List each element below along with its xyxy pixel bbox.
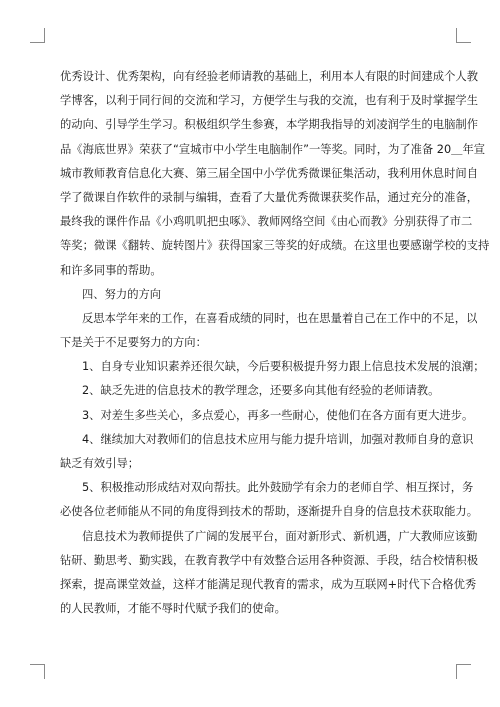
text-line: 优秀设计、优秀架构，向有经验老师请教的基础上，利用本人有限的时间建成个人教 — [60, 70, 478, 83]
text-line: 最终我的课件作品《小鸡叽叽把虫啄》、教师网络空间《由心而教》分别获得了市二 — [60, 215, 473, 229]
text-line: 和许多同事的帮助。 — [60, 263, 162, 277]
text-line: 城市教师教育信息化大赛、第三届全国中小学优秀微课征集活动，我利用休息时间自 — [60, 166, 478, 180]
text-line: 的动向、引导学生学习。积极组织学生参赛，本学期我指导的刘凌润学生的电脑制作 — [60, 118, 478, 132]
list-item — [60, 428, 474, 476]
list-item — [60, 355, 485, 379]
text-line: 必使各位老师能从不同的角度得到技术的帮助，逐渐提升自身的信息技术获取能力。 — [60, 505, 478, 519]
text-line: 1、自身专业知识素养还很欠缺，今后要积极提升努力跟上信息技术发展的浪潮； — [82, 360, 485, 374]
list-item — [60, 379, 438, 403]
crop-mark-bottom-left — [30, 664, 45, 679]
text-line: 探索，提高课堂效益，这样才能满足现代教育的需求，成为互联网+时代下合格优秀 — [60, 577, 477, 591]
text-line: 钻研、勤思考、勤实践，在教育教学中有效整合运用各种资源、手段，结合校情积极 — [60, 553, 478, 567]
text-line: 缺乏有效引导； — [60, 457, 140, 470]
text-line: 学博客，以利于同行间的交流和学习，方便学生与我的交流，也有利于及时掌握学生 — [60, 94, 478, 108]
text-line: 5、积极推动形成结对双向帮扶。此外鼓励学有余力的老师自学、相互探讨，务 — [82, 481, 474, 495]
crop-mark-top-right — [456, 28, 471, 43]
text-line: 反思本学年来的工作，在喜看成绩的同时，也在思量着自己在工作中的不足，以 — [82, 311, 478, 325]
text-line: 品《海底世界》荣获了“宣城市中小学生电脑制作”一等奖。同时，为了准备 20＿年宣 — [60, 142, 486, 156]
paragraph-conclusion — [60, 525, 478, 622]
document-body — [60, 65, 490, 621]
text-line: 等奖；微课《翻转、旋转图片》获得国家三等奖的好成绩。在这里也要感谢学校的支持 — [60, 239, 490, 253]
crop-mark-bottom-right — [456, 664, 471, 679]
text-line: 的人民教师，才能不辱时代赋予我们的使命。 — [60, 602, 286, 616]
text-line: 信息技术为教师提供了广阔的发展平台，面对新形式、新机遇，广大教师应该勤 — [82, 529, 478, 543]
paragraph-reflection — [60, 307, 478, 355]
crop-mark-top-left — [30, 28, 45, 43]
text-line: 下是关于不足要努力的方向： — [60, 336, 207, 350]
text-line: 4、继续加大对教师们的信息技术应用与能力提升培训，加强对教师自身的意识 — [82, 432, 474, 446]
list-item — [60, 404, 474, 428]
section-heading — [60, 283, 438, 307]
text-line: 2、缺乏先进的信息技术的教学理念，还要多向其他有经验的老师请教。 — [82, 384, 440, 398]
paragraph-achievements — [60, 65, 490, 283]
list-item — [60, 476, 478, 524]
text-line: 四、努力的方向 — [82, 287, 162, 301]
text-line: 学了微课自作软件的录制与编辑，查看了大量优秀微课获奖作品，通过充分的准备， — [60, 190, 478, 204]
text-line: 3、对差生多些关心，多点爱心，再多一些耐心，使他们在各方面有更大进步。 — [82, 408, 474, 422]
